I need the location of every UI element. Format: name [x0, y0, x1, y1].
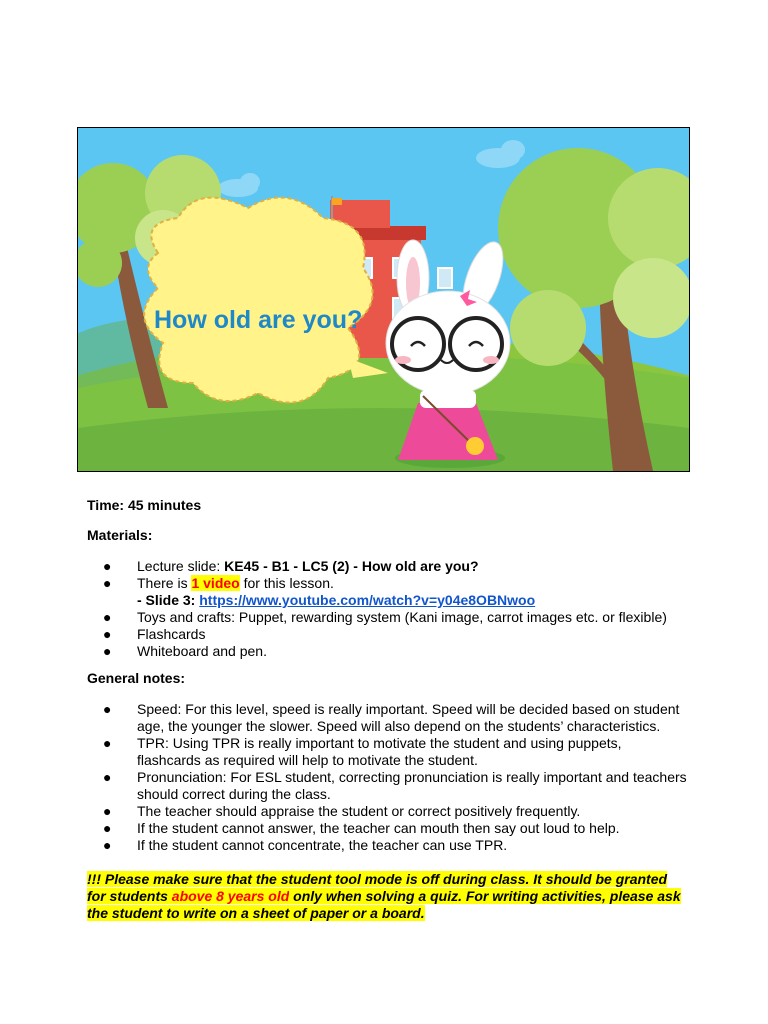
list-item [87, 820, 687, 837]
lecture-slide-name: KE45 - B1 - LC5 (2) - How old are you? [224, 558, 479, 574]
note-text: If the student cannot answer, the teacher can mouth then say out loud to help. [137, 820, 620, 836]
warning-text-part1: !!! Please make sure that the student tool mode is off during class. It should be granted for students [87, 871, 668, 904]
flashcards-text: Flashcards [137, 626, 206, 642]
general-notes-list [87, 701, 687, 854]
video-count: 1 video [191, 575, 240, 591]
general-notes-heading: General notes: [87, 670, 186, 686]
bullet-icon: ● [103, 643, 112, 659]
bullet-icon: ● [103, 558, 112, 574]
list-item [87, 701, 687, 735]
bullet-icon: ● [103, 575, 112, 591]
video-text-prefix: There is [137, 575, 192, 591]
bullet-icon: ● [103, 701, 112, 717]
warning-text-part2: only when solving a quiz. For writing activities, please ask the student to write on a sheet of paper or a board. [87, 888, 681, 921]
materials-heading: Materials: [87, 527, 153, 543]
bullet-icon: ● [103, 803, 112, 819]
list-item [87, 626, 687, 643]
list-item [87, 837, 687, 854]
list-item [87, 575, 687, 609]
note-text: Pronunciation: For ESL student, correcting pronunciation is really important and teachers should correct during the class. [137, 769, 687, 802]
list-item [87, 558, 687, 575]
bullet-icon: ● [103, 626, 112, 642]
note-text: TPR: Using TPR is really important to motivate the student and using puppets, flashcards as required will help to motivate the student. [137, 735, 622, 768]
note-text: Speed: For this level, speed is really important. Speed will be decided based on student age, the younger the slower. Speed will also depend on the students’ characteristics. [137, 701, 680, 734]
bullet-icon: ● [103, 609, 112, 625]
tool-mode-warning [87, 871, 687, 922]
lesson-banner-image [77, 127, 690, 472]
bullet-icon: ● [103, 837, 112, 853]
slide-label: - Slide 3: [137, 592, 200, 608]
list-item [87, 735, 687, 769]
lesson-time: Time: 45 minutes [87, 497, 202, 513]
list-item [87, 803, 687, 820]
video-text-suffix: for this lesson. [239, 575, 334, 591]
note-text: If the student cannot concentrate, the teacher can use TPR. [137, 837, 508, 853]
note-text: The teacher should appraise the student or correct positively frequently. [137, 803, 581, 819]
bullet-icon: ● [103, 769, 112, 785]
list-item [87, 609, 687, 626]
youtube-link[interactable]: https://www.youtube.com/watch?v=y04e8OBNwoo [199, 592, 536, 608]
bullet-icon: ● [103, 735, 112, 751]
materials-list [87, 558, 687, 660]
whiteboard-text: Whiteboard and pen. [137, 643, 267, 659]
bullet-icon: ● [103, 820, 112, 836]
toys-crafts-text: Toys and crafts: Puppet, rewarding system (Kani image, carrot images etc. or flexible) [137, 609, 667, 625]
banner-illustration [78, 128, 689, 471]
lecture-label: Lecture slide: [137, 558, 225, 574]
warning-age-text: above 8 years old [171, 888, 290, 904]
list-item [87, 769, 687, 803]
list-item [87, 643, 687, 660]
banner-title: How old are you? [154, 306, 363, 334]
